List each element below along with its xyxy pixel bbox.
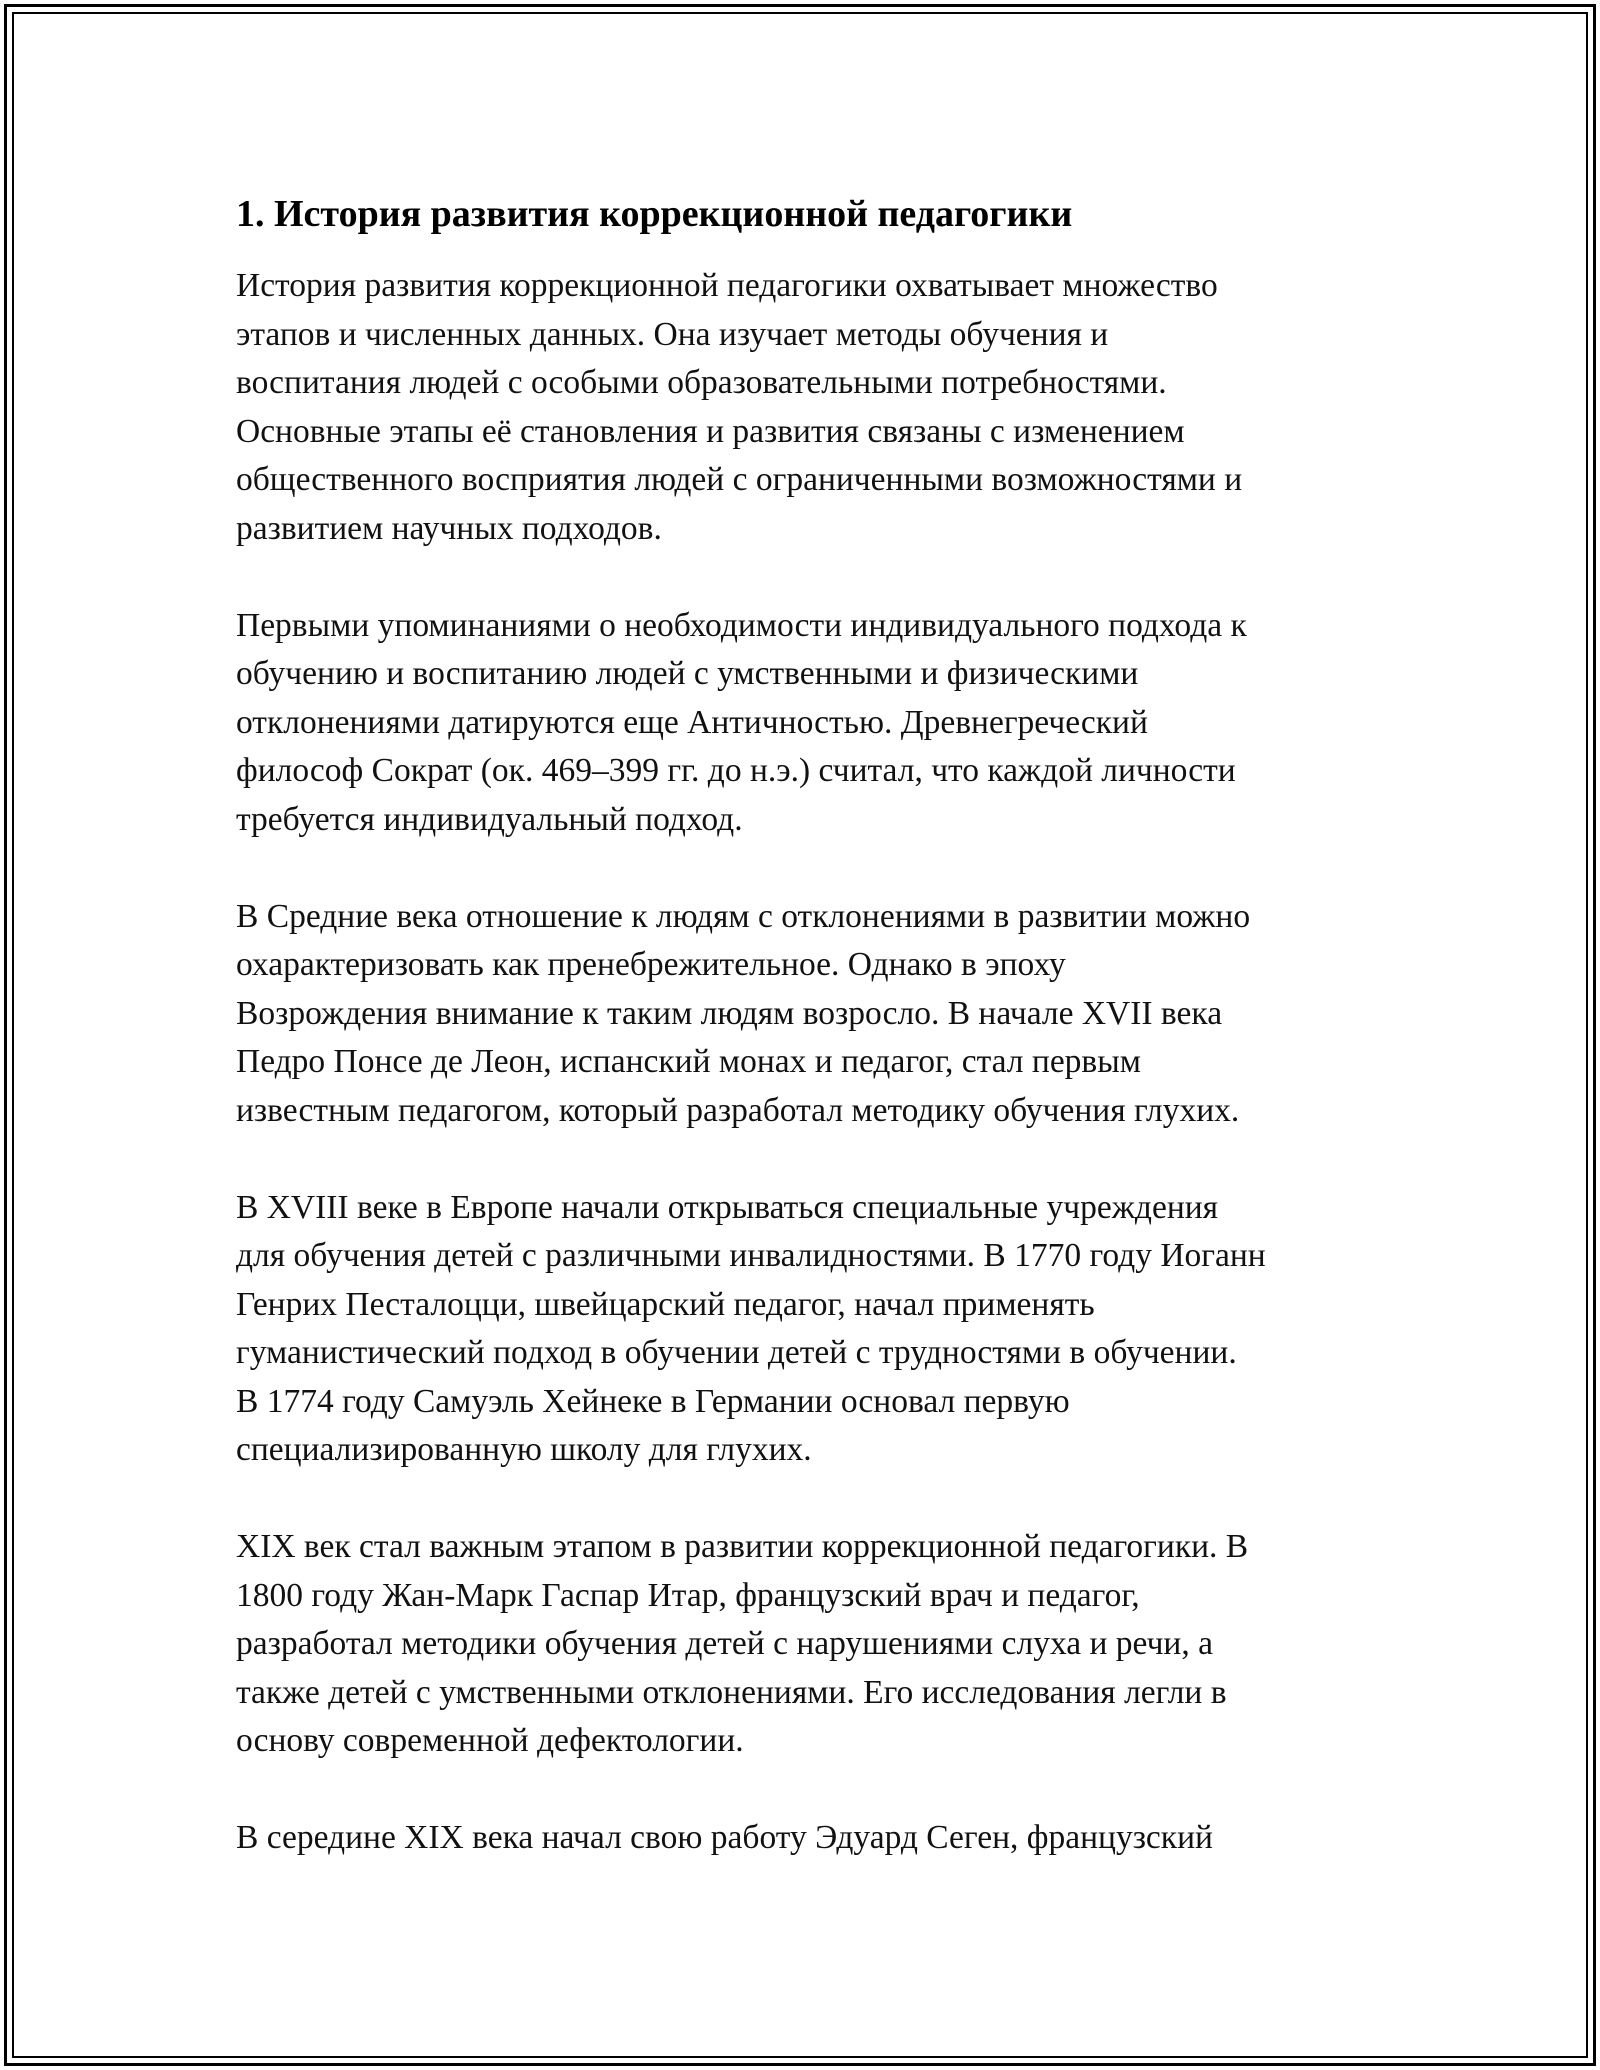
paragraph-line: Основные этапы её становления и развития связаны с изменением — [236, 412, 1185, 450]
paragraph-line: этапов и численных данных. Она изучает методы обучения и — [236, 315, 1109, 353]
paragraph-line: для обучения детей с различными инвалидностями. В 1770 году Иоганн — [236, 1237, 1266, 1274]
paragraph-line: В 1774 году Самуэль Хейнеке в Германии основал первую — [236, 1382, 1070, 1420]
paragraph — [236, 893, 1376, 1136]
paragraph-line: разработал методики обучения детей с нарушениями слуха и речи, а — [236, 1625, 1213, 1662]
paragraph-line: 1800 году Жан-Марк Гаспар Итар, французский врач и педагог, — [236, 1576, 1140, 1614]
paragraph-line: воспитания людей с особыми образовательными потребностями. — [236, 364, 1167, 401]
paragraph-line: История развития коррекционной педагогики охватывает множество — [236, 267, 1218, 304]
paragraph-line: Первыми упоминаниями о необходимости индивидуального подхода к — [236, 606, 1247, 644]
document-body — [236, 186, 1376, 1911]
paragraph-line: Педро Понсе де Леон, испанский монах и педагог, стал первым — [236, 1043, 1141, 1080]
paragraph — [236, 602, 1376, 845]
paragraph-line: специализированную школу для глухих. — [236, 1431, 812, 1468]
paragraph-list — [236, 262, 1376, 1863]
section-heading: 1. История развития коррекционной педагогики — [236, 193, 1073, 235]
paragraph-line: основу современной дефектологии. — [236, 1722, 744, 1759]
paragraph-line: философ Сократ (ок. 469–399 гг. до н.э.) считал, что каждой личности — [236, 752, 1236, 789]
paragraph-line: также детей с умственными отклонениями. Его исследования легли в — [236, 1673, 1227, 1711]
paragraph-line: известным педагогом, который разработал методику обучения глухих. — [236, 1091, 1240, 1129]
paragraph-line: XIX век стал важным этапом в развитии коррекционной педагогики. В — [236, 1528, 1249, 1565]
paragraph — [236, 1523, 1376, 1766]
paragraph-line: гуманистический подход в обучении детей с трудностями в обучении. — [236, 1334, 1237, 1371]
paragraph-line: требуется индивидуальный подход. — [236, 800, 743, 838]
paragraph-line: развитием научных подходов. — [236, 509, 662, 547]
paragraph-line: отклонениями датируются еще Античностью. Древнегреческий — [236, 703, 1148, 741]
paragraph-line: Возрождения внимание к таким людям возросло. В начале XVII века — [236, 994, 1223, 1032]
paragraph-line: охарактеризовать как пренебрежительное. Однако в эпоху — [236, 946, 1066, 983]
paragraph-line: Генрих Песталоцци, швейцарский педагог, начал применять — [236, 1285, 1095, 1323]
paragraph — [236, 1814, 1376, 1863]
paragraph-line: обучению и воспитанию людей с умственными и физическими — [236, 655, 1139, 692]
paragraph-line: общественного восприятия людей с ограниченными возможностями и — [236, 461, 1243, 498]
paragraph-line: В Средние века отношение к людям с отклонениями в развитии можно — [236, 897, 1251, 935]
paragraph — [236, 1184, 1376, 1475]
paragraph — [236, 262, 1376, 553]
paragraph-line: В середине XIX века начал свою работу Эдуард Сеген, французский — [236, 1819, 1213, 1856]
paragraph-line: В XVIII веке в Европе начали открываться специальные учреждения — [236, 1188, 1219, 1226]
